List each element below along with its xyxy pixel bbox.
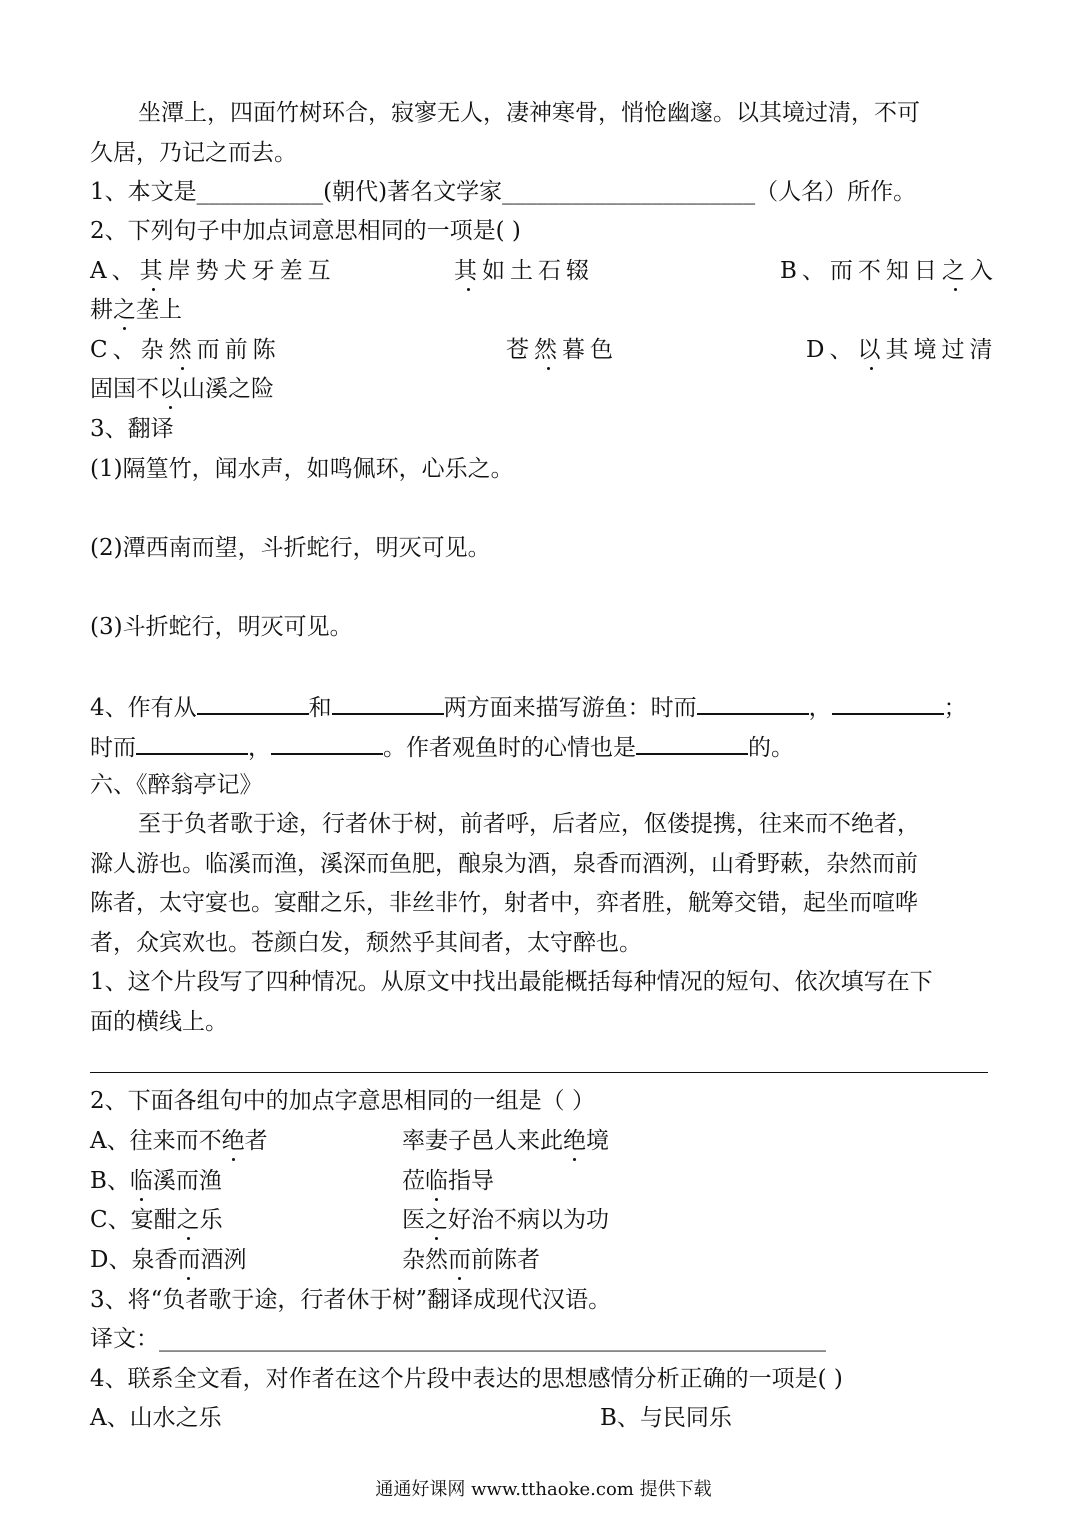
option-text: 固国不 xyxy=(90,376,159,402)
option-text: 莅 xyxy=(402,1168,425,1194)
passage-line: 坐潭上，四面竹树环合，寂寥无人，凄神寒骨，悄怆幽邃。以其境过清，不可 xyxy=(138,100,920,126)
option-text: 乐 xyxy=(199,1207,223,1233)
s6q2-option-a1 xyxy=(90,1126,268,1156)
s6-question-3-stem: 3、将“负者歌于途，行者休于树”翻译成现代汉语。 xyxy=(90,1287,612,1313)
option-label: A、 xyxy=(90,258,140,284)
s6q2-option-d2 xyxy=(402,1245,540,1275)
question-4-line1 xyxy=(90,691,967,723)
q4-text: 和 xyxy=(308,695,332,721)
translation-sentence-3: (3)斗折蛇行，明灭可见。 xyxy=(90,614,353,640)
s6q2-option-a2 xyxy=(402,1126,609,1156)
option-text: 山溪之险 xyxy=(182,376,274,402)
s6-question-3-answer xyxy=(90,1324,826,1354)
dotted-char: 绝 xyxy=(221,1128,245,1154)
s6q2-option-c1 xyxy=(90,1205,223,1235)
page-footer: 通通好课网 www.tthaoke.com 提供下载 xyxy=(375,1479,712,1500)
q2-option-d2 xyxy=(90,374,274,404)
question-4-line2 xyxy=(90,731,794,763)
passage-line: 者，众宾欢也。苍颜白发，颓然乎其间者，太守醉也。 xyxy=(90,930,642,956)
q1-text-c: （人名）所作。 xyxy=(755,179,917,205)
s6-question-1-cont: 面的横线上。 xyxy=(90,1009,228,1035)
q2-option-b2 xyxy=(90,295,182,325)
translation-label: 译文： xyxy=(90,1326,159,1352)
q4-text: 的。 xyxy=(748,735,794,761)
q2-option-c2 xyxy=(506,335,618,365)
section-title: 六、《醉翁亭记》 xyxy=(90,772,263,798)
translation-sentence-1: (1)隔篁竹，闻水声，如鸣佩环，心乐之。 xyxy=(90,456,514,482)
s6-question-1: 1、这个片段写了四种情况。从原文中找出最能概括每种情况的短句、依次填写在下 xyxy=(90,969,933,995)
option-text: 者 xyxy=(244,1128,268,1154)
q4-text: 。作者观鱼时的心情也是 xyxy=(383,735,636,761)
q4-text: ； xyxy=(943,695,967,721)
answer-blank[interactable] xyxy=(197,691,309,715)
s6q4-option-a: A、山水之乐 xyxy=(90,1405,222,1431)
answer-blank[interactable] xyxy=(832,691,944,715)
option-text: 岸势犬牙差互 xyxy=(167,258,336,284)
answer-blank[interactable] xyxy=(271,731,383,755)
passage-line: 至于负者歌于途，行者休于树，前者呼，后者应，伛偻提携，往来而不绝者， xyxy=(138,811,920,837)
option-text: 入 xyxy=(969,258,998,284)
option-label: B、而不知日 xyxy=(780,258,942,284)
s6-question-4-stem: 4、联系全文看，对作者在这个片段中表达的思想感情分析正确的一项是( ) xyxy=(90,1366,843,1392)
question-3-title: 3、翻译 xyxy=(90,416,174,442)
option-text: 苍 xyxy=(506,337,534,363)
passage-line: 陈者，太守宴也。宴酣之乐，非丝非竹，射者中，弈者胜，觥筹交错，起坐而喧哗 xyxy=(90,890,918,916)
q2-option-c1 xyxy=(90,335,281,365)
q2-option-b1 xyxy=(780,256,998,286)
answer-blank[interactable] xyxy=(697,691,809,715)
q4-text: 时而 xyxy=(90,735,136,761)
answer-blank[interactable] xyxy=(332,691,444,715)
passage-line: 久居，乃记之而去。 xyxy=(90,140,297,166)
translation-blank[interactable]: __________________________________________________________ xyxy=(159,1326,826,1352)
option-label: C、杂 xyxy=(90,337,169,363)
q2-option-d1 xyxy=(806,335,997,365)
dotted-char: 而 xyxy=(448,1247,471,1273)
option-text: 其境过清 xyxy=(885,337,998,363)
option-label: D、 xyxy=(806,337,858,363)
dotted-char: 之 xyxy=(425,1207,448,1233)
option-text: 率妻子邑人来此 xyxy=(402,1128,563,1154)
q1-text-a: 1、本文是 xyxy=(90,179,197,205)
question-1 xyxy=(90,177,916,207)
option-text: B、 xyxy=(90,1168,130,1194)
q4-text: ， xyxy=(808,695,832,721)
dotted-char: 之 xyxy=(176,1207,200,1233)
option-text: D、泉香 xyxy=(90,1247,178,1273)
q1-blank-author[interactable]: ______________________ xyxy=(502,179,756,205)
option-text: 暮色 xyxy=(562,337,618,363)
passage-line: 滁人游也。临溪而渔，溪深而鱼肥，酿泉为酒，泉香而酒洌，山肴野蔌，杂然而前 xyxy=(90,851,918,877)
answer-line[interactable] xyxy=(90,1072,988,1073)
option-text: 好治不病以为功 xyxy=(448,1207,609,1233)
q2-option-a1 xyxy=(90,256,336,286)
option-text: 酒洌 xyxy=(200,1247,247,1273)
translation-sentence-2: (2)潭西南而望，斗折蛇行，明灭可见。 xyxy=(90,535,491,561)
option-text: 而前陈 xyxy=(196,337,281,363)
dotted-char: 临 xyxy=(129,1168,153,1194)
s6q2-option-d1 xyxy=(90,1245,246,1275)
dotted-char: 绝 xyxy=(563,1128,586,1154)
dotted-char: 以 xyxy=(857,337,886,363)
option-text: 境 xyxy=(586,1128,609,1154)
q4-text: 两方面来描写游鱼：时而 xyxy=(443,695,697,721)
option-text: 如土石辍 xyxy=(482,258,594,284)
q4-text: 4、作有从 xyxy=(90,695,197,721)
dotted-char: 之 xyxy=(113,297,136,323)
option-text: 杂然 xyxy=(402,1247,448,1273)
q4-text: ， xyxy=(248,735,271,761)
answer-blank[interactable] xyxy=(136,731,248,755)
q1-text-b: (朝代)著名文学家 xyxy=(323,179,503,205)
q2-option-a2 xyxy=(454,256,594,286)
dotted-char: 然 xyxy=(534,337,562,363)
s6q2-option-b1 xyxy=(90,1166,222,1196)
s6q2-option-c2 xyxy=(402,1205,609,1235)
dotted-char: 而 xyxy=(177,1247,201,1273)
option-text: 医 xyxy=(402,1207,425,1233)
s6-question-2-stem: 2、下面各组句中的加点字意思相同的一组是（ ） xyxy=(90,1088,595,1114)
option-text: 溪而渔 xyxy=(152,1168,222,1194)
dotted-char: 临 xyxy=(425,1168,448,1194)
option-text: 垄上 xyxy=(136,297,182,323)
dotted-char: 其 xyxy=(454,258,482,284)
option-text: C、宴酣 xyxy=(90,1207,177,1233)
option-text: 耕 xyxy=(90,297,113,323)
answer-blank[interactable] xyxy=(636,731,748,755)
s6q4-option-b: B、与民同乐 xyxy=(600,1405,732,1431)
dotted-char: 然 xyxy=(168,337,197,363)
option-text: 前陈者 xyxy=(471,1247,540,1273)
option-text: A、往来而不 xyxy=(90,1128,222,1154)
s6q2-option-b2 xyxy=(402,1166,494,1196)
dotted-char: 其 xyxy=(139,258,168,284)
option-text: 指导 xyxy=(448,1168,494,1194)
dotted-char: 以 xyxy=(159,376,182,402)
dotted-char: 之 xyxy=(941,258,970,284)
q1-blank-dynasty[interactable]: ___________ xyxy=(196,179,324,205)
question-2-stem: 2、下列句子中加点词意思相同的一项是( ) xyxy=(90,218,521,244)
